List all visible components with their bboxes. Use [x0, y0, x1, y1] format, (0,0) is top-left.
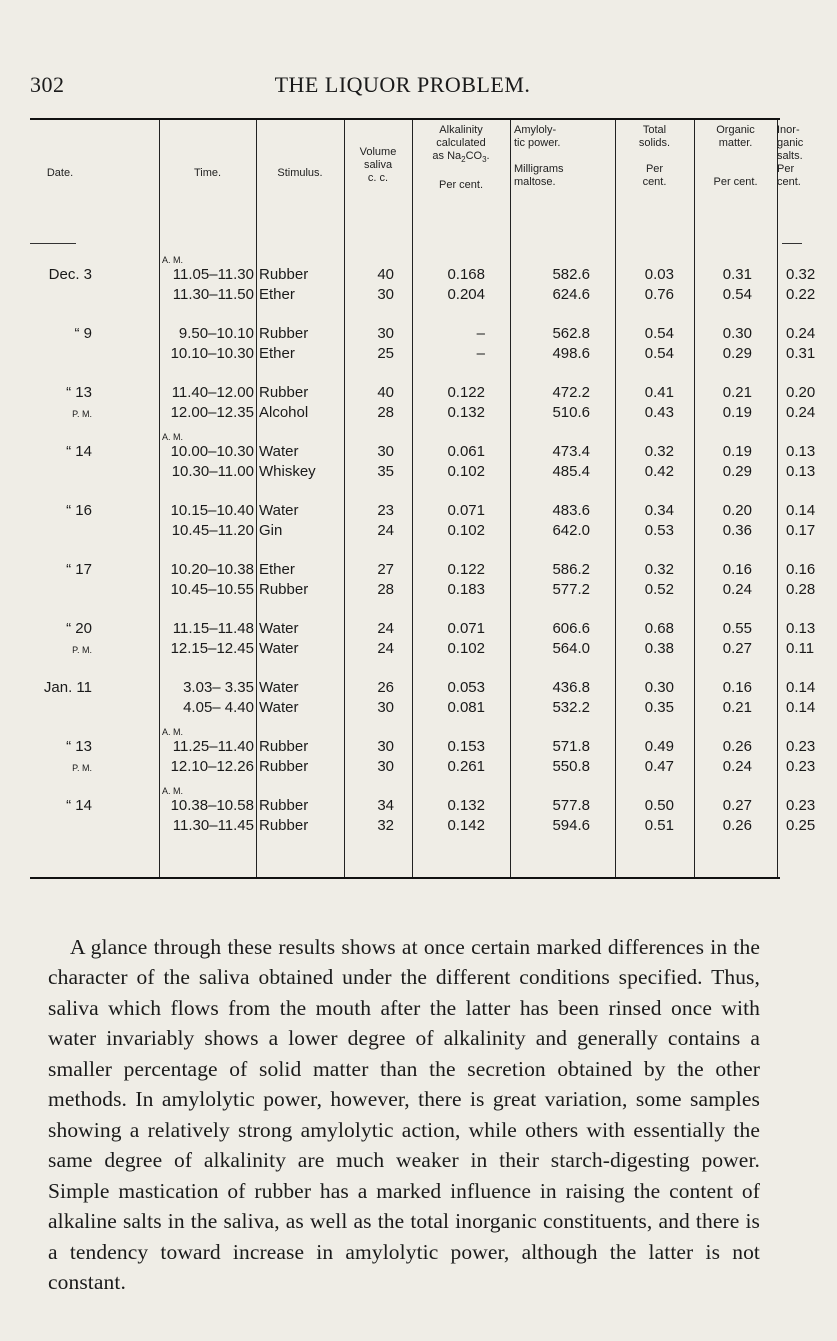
cell-organic: 0.24	[722, 758, 752, 775]
cell-amylolytic: 472.2	[552, 384, 590, 401]
cell-total-solids: 0.35	[644, 699, 674, 716]
cell-time: 11.25–11.40	[172, 738, 254, 755]
header-line: calculated	[436, 137, 486, 149]
cell-stimulus: Rubber	[259, 266, 309, 283]
cell-total-solids: 0.41	[644, 384, 674, 401]
cell-volume: 30	[377, 758, 394, 775]
cell-amylolytic: 606.6	[552, 620, 590, 637]
header-line: Milligrams	[514, 163, 564, 175]
cell-organic: 0.24	[722, 581, 752, 598]
page-header	[30, 72, 775, 102]
cell-amylolytic: 571.8	[552, 738, 590, 755]
cell-total-solids: 0.53	[644, 522, 674, 539]
cell-amylolytic: 483.6	[552, 502, 590, 519]
cell-stimulus: Rubber	[259, 581, 309, 598]
header-stimulus	[256, 167, 344, 277]
cell-organic: 0.26	[722, 817, 752, 834]
header-line: Organic	[716, 124, 755, 136]
cell-organic: 0.16	[722, 561, 752, 578]
cell-stimulus: Water	[259, 620, 299, 637]
cell-time: 10.30–11.00	[171, 463, 254, 480]
cell-stimulus: Ether	[259, 561, 295, 578]
cell-time: 11.40–12.00	[171, 384, 254, 401]
cell-amylolytic: 624.6	[552, 286, 590, 303]
cell-organic: 0.54	[722, 286, 752, 303]
cell-organic: 0.20	[722, 502, 752, 519]
cell-total-solids: 0.30	[644, 679, 674, 696]
cell-total-solids: 0.52	[644, 581, 674, 598]
cell-stimulus: Rubber	[259, 738, 309, 755]
cell-amylolytic: 594.6	[552, 817, 590, 834]
cell-alkalinity: 0.061	[447, 443, 485, 460]
cell-alkalinity: 0.102	[447, 463, 485, 480]
cell-volume: 23	[377, 502, 394, 519]
header-line: as $Na_2CO_3$.	[432, 150, 490, 165]
header-organic	[694, 124, 777, 234]
cell-stimulus: Ether	[259, 286, 295, 303]
cell-time: 10.45–10.55	[170, 581, 254, 598]
cell-amylolytic: 577.2	[552, 581, 590, 598]
cell-time: 4.05– 4.40	[183, 699, 254, 716]
header-line: Alkalinity	[439, 124, 483, 136]
header-line	[694, 163, 777, 176]
cell-stimulus: Water	[259, 502, 299, 519]
cell-amylolytic: 436.8	[552, 679, 590, 696]
header-line: Stimulus.	[277, 167, 323, 179]
cell-organic: 0.29	[722, 463, 752, 480]
header-amylolytic	[514, 124, 615, 234]
cell-inorganic: 0.22	[786, 286, 816, 303]
cell-date: “ 20	[66, 620, 92, 637]
cell-amylolytic: 473.4	[552, 443, 590, 460]
cell-time: 3.03– 3.35	[183, 679, 254, 696]
meridiem-label: A. M.	[162, 432, 184, 442]
cell-alkalinity: 0.102	[447, 640, 485, 657]
cell-organic: 0.36	[722, 522, 752, 539]
cell-total-solids: 0.76	[644, 286, 674, 303]
cell-date: “ 16	[66, 502, 92, 519]
header-line: Total	[642, 124, 667, 136]
cell-date: Dec. 3	[48, 266, 92, 283]
cell-time: 12.00–12.35	[170, 404, 254, 421]
cell-stimulus: Water	[259, 443, 299, 460]
header-line: cent.	[642, 176, 667, 188]
cell-inorganic: 0.25	[786, 817, 816, 834]
cell-date: “ 13	[66, 738, 92, 755]
cell-alkalinity: 0.122	[447, 384, 485, 401]
cell-stimulus: Ether	[259, 345, 295, 362]
cell-date	[30, 523, 92, 539]
header-line: salts.	[777, 150, 803, 162]
header-line: Per cent.	[438, 179, 484, 192]
cell-organic: 0.27	[722, 797, 752, 814]
cell-organic: 0.21	[722, 384, 752, 401]
cell-volume: 40	[377, 384, 394, 401]
header-underline	[782, 243, 802, 244]
header-line	[514, 150, 615, 163]
cell-stimulus: Rubber	[259, 325, 309, 342]
cell-amylolytic: 642.0	[552, 522, 590, 539]
cell-time: 11.15–11.48	[172, 620, 254, 637]
cell-amylolytic: 485.4	[552, 463, 590, 480]
cell-amylolytic: 532.2	[552, 699, 590, 716]
cell-inorganic: 0.14	[786, 699, 816, 716]
cell-alkalinity: 0.183	[447, 581, 485, 598]
cell-time: 12.15–12.45	[170, 640, 254, 657]
cell-volume: 24	[377, 522, 394, 539]
cell-inorganic: 0.20	[786, 384, 816, 401]
cell-alkalinity: –	[476, 325, 485, 342]
cell-time: 11.05–11.30	[172, 266, 254, 283]
cell-inorganic: 0.13	[786, 443, 816, 460]
cell-volume: 30	[377, 286, 394, 303]
header-line	[694, 150, 777, 163]
cell-stimulus: Water	[259, 679, 299, 696]
cell-alkalinity: 0.102	[447, 522, 485, 539]
cell-total-solids: 0.68	[644, 620, 674, 637]
cell-volume: 28	[377, 404, 394, 421]
cell-volume: 24	[377, 620, 394, 637]
meridiem-label: P. M.	[72, 645, 92, 655]
header-line: Amyloly-	[514, 124, 557, 136]
cell-stimulus: Water	[259, 640, 299, 657]
cell-inorganic: 0.11	[786, 640, 815, 657]
cell-date: “ 13	[66, 384, 92, 401]
cell-date	[30, 818, 92, 834]
cell-total-solids: 0.49	[644, 738, 674, 755]
cell-date: “ 14	[66, 443, 92, 460]
cell-stimulus: Water	[259, 699, 299, 716]
cell-alkalinity: 0.132	[447, 797, 485, 814]
cell-total-solids: 0.54	[644, 345, 674, 362]
cell-volume: 32	[377, 817, 394, 834]
cell-alkalinity: –	[476, 345, 485, 362]
header-line: Volume	[359, 146, 397, 158]
cell-total-solids: 0.54	[644, 325, 674, 342]
cell-amylolytic: 510.6	[552, 404, 590, 421]
cell-inorganic: 0.24	[786, 325, 816, 342]
cell-volume: 27	[377, 561, 394, 578]
cell-alkalinity: 0.168	[447, 266, 485, 283]
cell-date	[30, 464, 92, 480]
cell-inorganic: 0.31	[786, 345, 816, 362]
cell-inorganic: 0.14	[786, 679, 816, 696]
header-line: Time.	[193, 167, 222, 179]
cell-organic: 0.29	[722, 345, 752, 362]
cell-volume: 34	[377, 797, 394, 814]
header-line: c. c.	[367, 172, 389, 184]
cell-inorganic: 0.23	[786, 797, 816, 814]
header-underline	[30, 243, 76, 244]
cell-alkalinity: 0.204	[447, 286, 485, 303]
body-paragraph: A glance through these results shows at once certain marked differences in the character of the saliva obtained under the different conditions specified. Thus, saliva which flows from the mouth after the latter has been rinsed once with water invariably shows a lower degree of alkalinity and generally contains a smaller percentage of solid matter than the secretion obtained by the other methods. In amylolytic power, however, there is great variation, some samples showing a relatively strong amylolytic action, while others with essentially the same degree of alkalinity are much weaker in their starch-digesting power. Simple mastication of rubber has a marked influence in raising the content of alkaline salts in the saliva, as well as the total inorganic constituents, and there is a tendency toward increase in amylolytic power, although the latter is not constant.	[48, 934, 760, 1294]
header-line: Per	[645, 163, 664, 175]
running-title: THE LIQUOR PROBLEM.	[274, 72, 531, 97]
cell-organic: 0.27	[722, 640, 752, 657]
header-line: tic power.	[514, 137, 561, 149]
cell-amylolytic: 498.6	[552, 345, 590, 362]
header-line	[412, 166, 510, 179]
cell-total-solids: 0.34	[644, 502, 674, 519]
cell-organic: 0.26	[722, 738, 752, 755]
cell-alkalinity: 0.153	[447, 738, 485, 755]
cell-volume: 28	[377, 581, 394, 598]
cell-date	[30, 287, 92, 303]
header-line: Date.	[46, 167, 74, 179]
cell-volume: 30	[377, 738, 394, 755]
header-alkalinity	[412, 124, 510, 234]
header-line: solids.	[638, 137, 671, 149]
cell-inorganic: 0.23	[786, 758, 816, 775]
cell-inorganic: 0.28	[786, 581, 816, 598]
cell-time: 12.10–12.26	[170, 758, 254, 775]
header-inorganic	[777, 124, 837, 234]
cell-total-solids: 0.50	[644, 797, 674, 814]
cell-inorganic: 0.23	[786, 738, 816, 755]
cell-organic: 0.16	[722, 679, 752, 696]
cell-inorganic: 0.16	[786, 561, 816, 578]
cell-alkalinity: 0.081	[447, 699, 485, 716]
cell-amylolytic: 562.8	[552, 325, 590, 342]
cell-inorganic: 0.24	[786, 404, 816, 421]
cell-alkalinity: 0.122	[447, 561, 485, 578]
cell-volume: 30	[377, 443, 394, 460]
header-line: Inor-	[777, 124, 800, 136]
cell-organic: 0.55	[722, 620, 752, 637]
cell-alkalinity: 0.132	[447, 404, 485, 421]
header-line: Per	[777, 163, 795, 175]
cell-volume: 24	[377, 640, 394, 657]
cell-date	[30, 582, 92, 598]
cell-volume: 25	[377, 345, 394, 362]
cell-date: Jan. 11	[43, 679, 92, 696]
header-line: cent.	[777, 176, 801, 188]
cell-total-solids: 0.38	[644, 640, 674, 657]
cell-inorganic: 0.17	[786, 522, 816, 539]
cell-alkalinity: 0.071	[447, 502, 485, 519]
cell-stimulus: Rubber	[259, 758, 309, 775]
cell-inorganic: 0.13	[786, 463, 816, 480]
cell-alkalinity: 0.053	[447, 679, 485, 696]
cell-time: 10.10–10.30	[170, 345, 254, 362]
cell-amylolytic: 586.2	[552, 561, 590, 578]
cell-stimulus: Gin	[259, 522, 283, 539]
header-line: Per cent.	[713, 176, 758, 188]
cell-stimulus: Alcohol	[259, 404, 309, 421]
meridiem-label: P. M.	[72, 409, 92, 419]
cell-organic: 0.19	[722, 443, 752, 460]
cell-time: 10.20–10.38	[170, 561, 254, 578]
cell-organic: 0.30	[722, 325, 752, 342]
cell-volume: 30	[377, 325, 394, 342]
cell-inorganic: 0.13	[786, 620, 816, 637]
page-number: 302	[30, 72, 65, 97]
cell-time: 10.15–10.40	[170, 502, 254, 519]
header-line: ganic	[777, 137, 804, 149]
header-line: maltose.	[514, 176, 556, 188]
cell-time: 10.45–11.20	[171, 522, 254, 539]
cell-date	[30, 346, 92, 362]
cell-alkalinity: 0.071	[447, 620, 485, 637]
meridiem-label: P. M.	[72, 763, 92, 773]
cell-time: 11.30–11.50	[172, 286, 254, 303]
cell-stimulus: Whiskey	[259, 463, 316, 480]
cell-time: 10.00–10.30	[170, 443, 254, 460]
cell-amylolytic: 582.6	[552, 266, 590, 283]
cell-stimulus: Rubber	[259, 797, 309, 814]
cell-inorganic: 0.14	[786, 502, 816, 519]
cell-volume: 30	[377, 699, 394, 716]
meridiem-label: A. M.	[162, 255, 184, 265]
header-date	[30, 167, 90, 277]
cell-volume: 35	[377, 463, 394, 480]
cell-date: “ 14	[66, 797, 92, 814]
meridiem-label: A. M.	[162, 786, 184, 796]
cell-date: “ 9	[74, 325, 92, 342]
cell-total-solids: 0.43	[644, 404, 674, 421]
cell-amylolytic: 564.0	[552, 640, 590, 657]
cell-time: 10.38–10.58	[170, 797, 254, 814]
cell-total-solids: 0.51	[644, 817, 674, 834]
results-table	[30, 118, 816, 879]
cell-date	[30, 700, 92, 716]
cell-date: “ 17	[66, 561, 92, 578]
cell-time: 11.30–11.45	[172, 817, 254, 834]
cell-alkalinity: 0.142	[447, 817, 485, 834]
cell-organic: 0.31	[722, 266, 752, 283]
cell-inorganic: 0.32	[786, 266, 816, 283]
cell-amylolytic: 577.8	[552, 797, 590, 814]
cell-stimulus: Rubber	[259, 817, 309, 834]
cell-organic: 0.21	[722, 699, 752, 716]
header-volume	[344, 146, 412, 256]
header-total-solids	[615, 124, 694, 234]
cell-organic: 0.19	[722, 404, 752, 421]
cell-total-solids: 0.32	[644, 443, 674, 460]
header-line: saliva	[363, 159, 393, 171]
cell-stimulus: Rubber	[259, 384, 309, 401]
cell-total-solids: 0.32	[644, 561, 674, 578]
header-line	[615, 150, 694, 163]
cell-volume: 40	[377, 266, 394, 283]
cell-volume: 26	[377, 679, 394, 696]
header-line: matter.	[718, 137, 753, 149]
cell-total-solids: 0.03	[644, 266, 674, 283]
cell-total-solids: 0.42	[644, 463, 674, 480]
cell-amylolytic: 550.8	[552, 758, 590, 775]
cell-time: 9.50–10.10	[178, 325, 254, 342]
cell-total-solids: 0.47	[644, 758, 674, 775]
cell-alkalinity: 0.261	[447, 758, 485, 775]
meridiem-label: A. M.	[162, 727, 184, 737]
